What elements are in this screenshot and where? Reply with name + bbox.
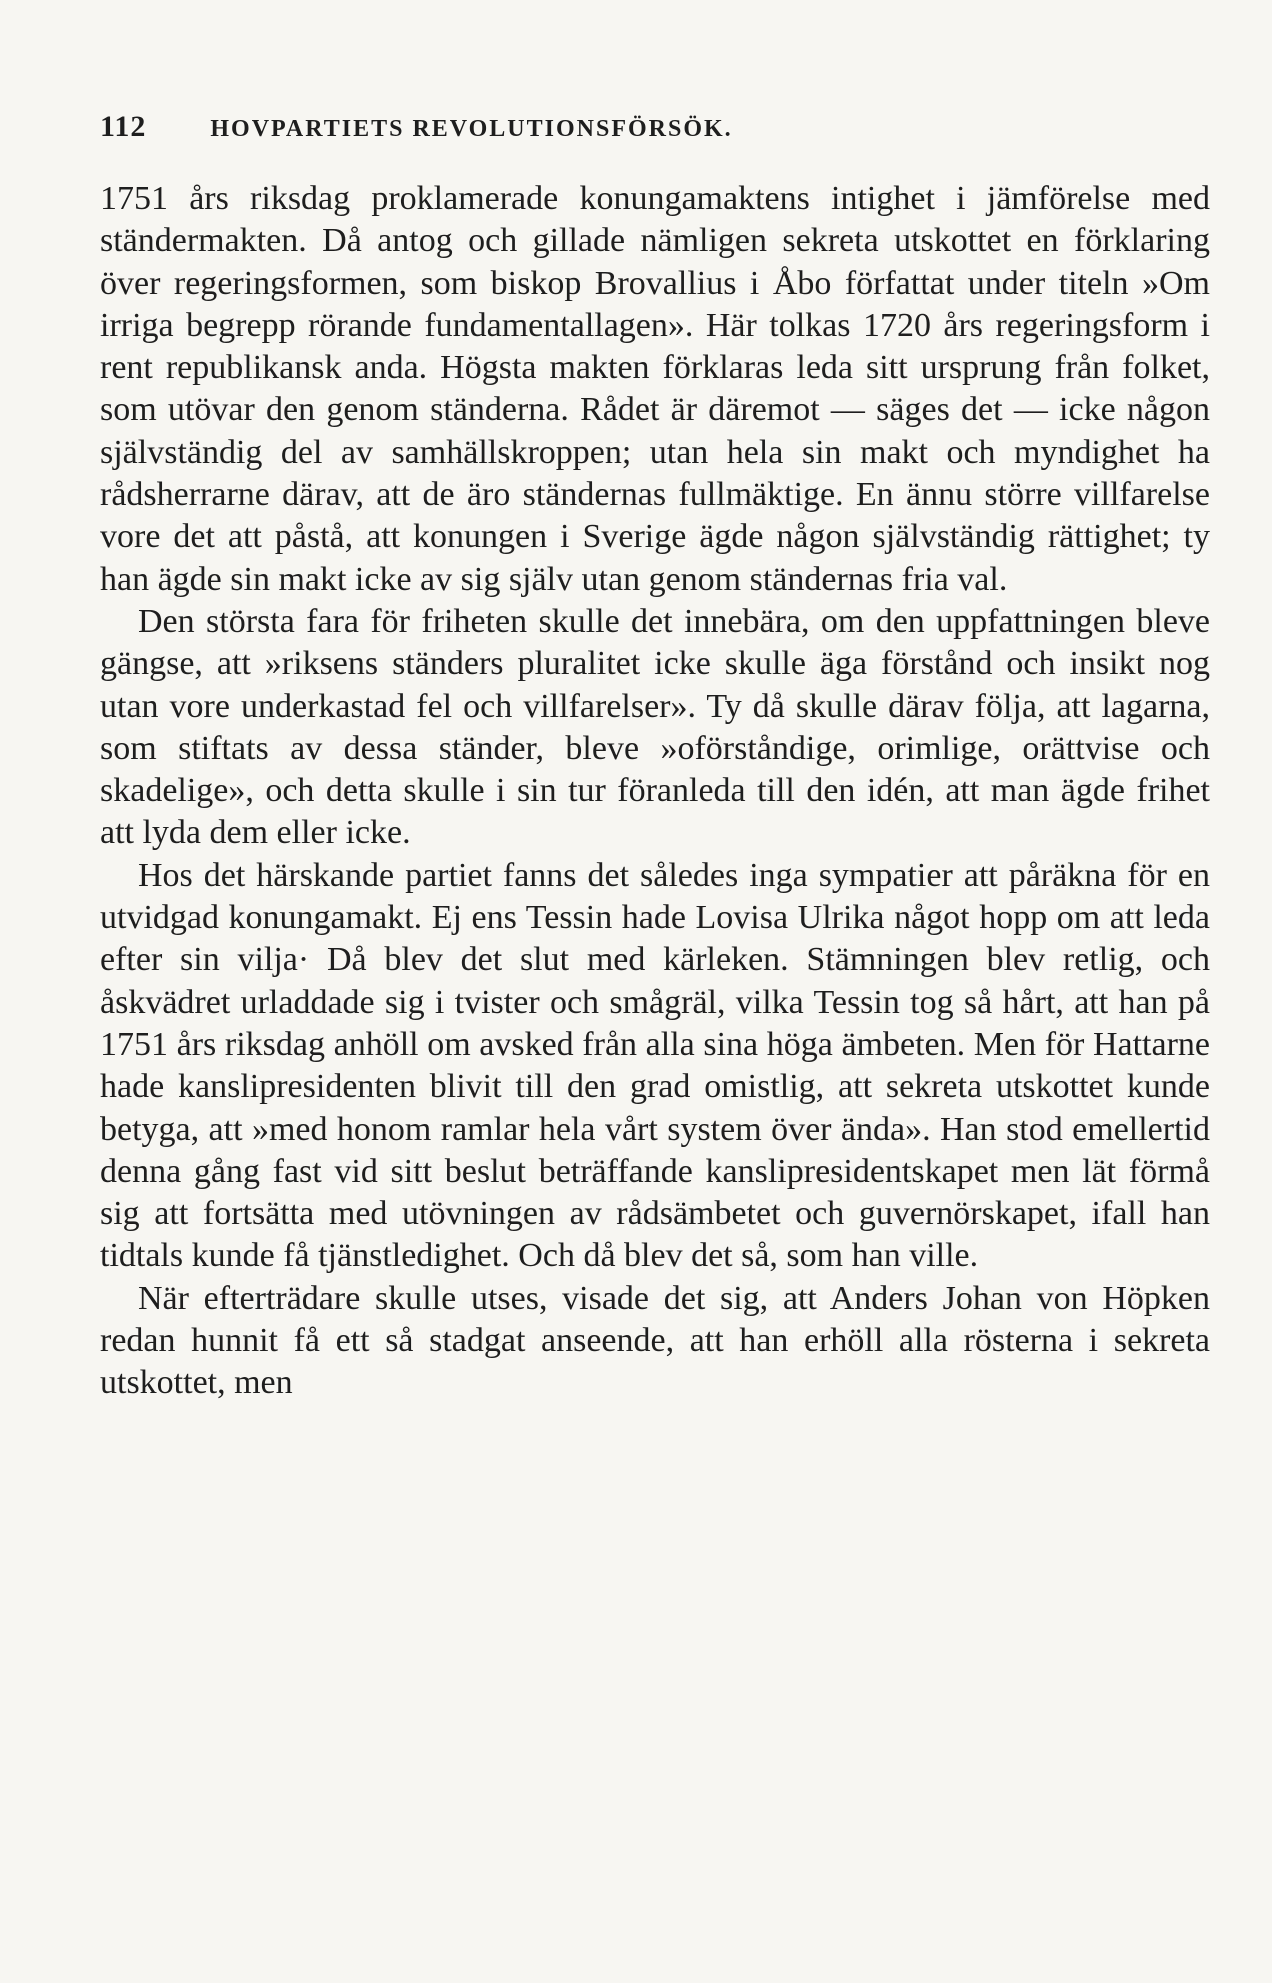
body-text [100,178,1210,1405]
paragraph-1: 1751 års riksdag proklamerade konungamaktens intighet i jämförelse med ständermakten. Då antog och gillade nämligen sekreta utskottet en förklaring över regeringsformen, som biskop Brovallius i Åbo författat under titeln »Om irriga begrepp rörande fundamentallagen». Här tolkas 1720 års regeringsform i rent republikansk anda. Högsta makten förklaras leda sitt ursprung från folket, som utövar den genom ständerna. Rådet är däremot — säges det — icke någon självständig del av samhällskroppen; utan hela sin makt och myndighet ha rådsherrarne därav, att de äro ständernas fullmäktige. En ännu större villfarelse vore det att påstå, att konungen i Sverige ägde någon självständig rättighet; ty han ägde sin makt icke av sig själv utan genom ständernas fria val. [100,180,1210,598]
running-head: HOVPARTIETS REVOLUTIONSFÖRSÖK. [210,116,733,142]
paragraph-4: När efterträdare skulle utses, visade det sig, att Anders Johan von Höpken redan hunnit få ett så stadgat anseende, att han erhöll alla rösterna i sekreta utskottet, men [100,1279,1210,1402]
paragraph-3: Hos det härskande partiet fanns det således inga sympatier att påräkna för en utvidgad konungamakt. Ej ens Tessin hade Lovisa Ulrika något hopp om att leda efter sin vilja· Då blev det slut med kärleken. Stämningen blev retlig, och åskvädret urladdade sig i tvister och smågräl, vilka Tessin tog så hårt, att han på 1751 års riksdag anhöll om avsked från alla sina höga ämbeten. Men för Hattarne hade kanslipresidenten blivit till den grad omistlig, att sekreta utskottet kunde betyga, att »med honom ramlar hela vårt system över ända». Han stod emellertid denna gång fast vid sitt beslut beträffande kanslipresidentskapet men lät förmå sig att fortsätta med utövningen av rådsämbetet och guvernörskapet, ifall han tidtals kunde få tjänstledighet. Och då blev det så, som han ville. [100,856,1210,1275]
page-number: 112 [100,110,147,143]
paragraph-2: Den största fara för friheten skulle det innebära, om den uppfattningen bleve gängse, att »riksens ständers pluralitet icke skulle äga förstånd och insikt nog utan vore underkastad fel och villfarelser». Ty då skulle därav följa, att lagarna, som stiftats av dessa ständer, bleve »oförståndige, orimlige, orättvise och skadelige», och detta skulle i sin tur föranleda till den idén, att man ägde frihet att lyda dem eller icke. [100,602,1210,852]
page-header [100,110,1210,144]
book-page [100,110,1210,1405]
